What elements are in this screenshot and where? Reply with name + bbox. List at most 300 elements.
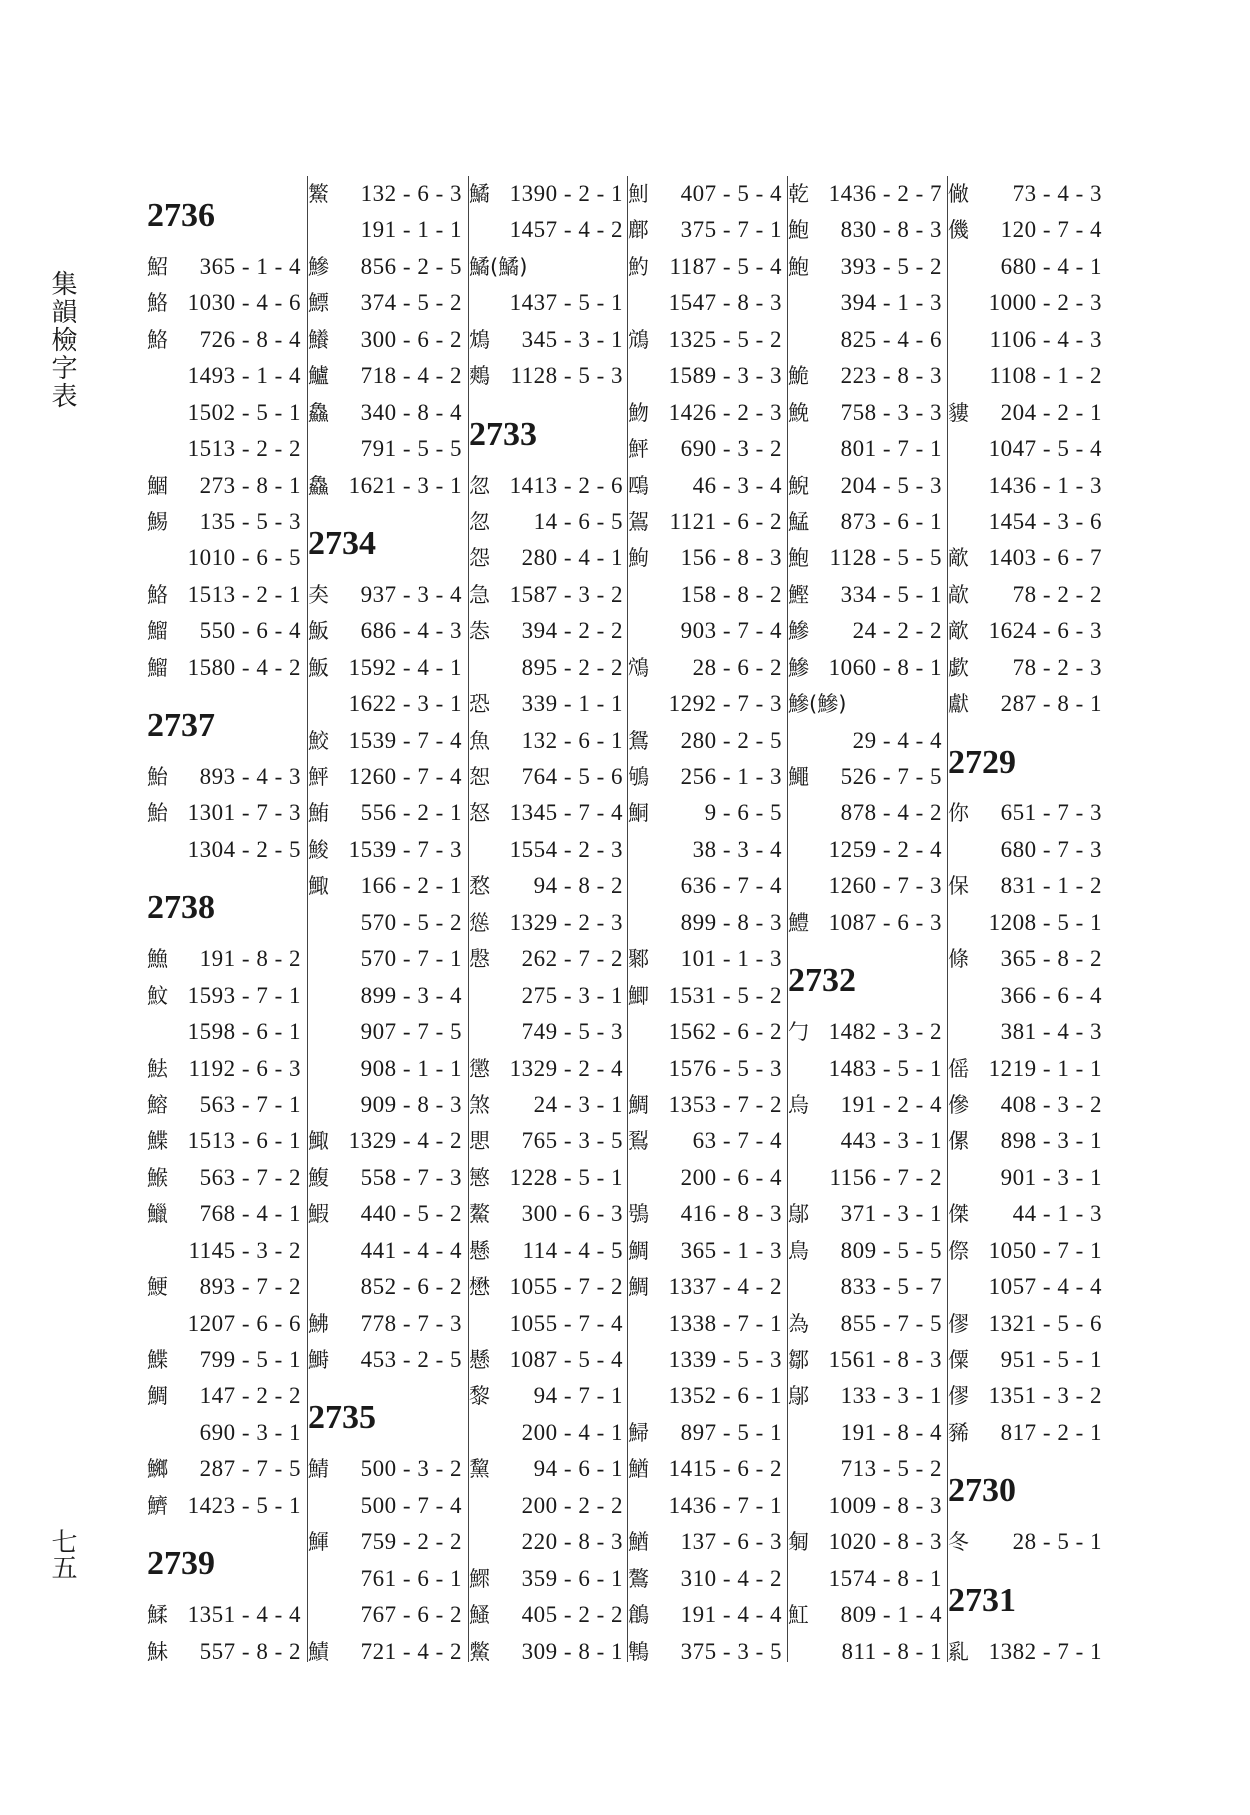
index-entry: [628, 1342, 788, 1378]
entry-character: 㚐: [308, 582, 329, 607]
index-entry: [788, 212, 948, 248]
index-column-4: [628, 176, 788, 1670]
entry-reference: 1437 - 5 - 1: [509, 290, 623, 316]
entry-reference: 375 - 3 - 5: [680, 1638, 782, 1664]
index-entry: [628, 613, 788, 649]
index-entry: [788, 431, 948, 467]
entry-reference: 365 - 1 - 3: [680, 1237, 782, 1263]
index-entry: [308, 723, 468, 759]
entry-reference: 907 - 7 - 5: [360, 1019, 462, 1045]
index-entry: [147, 322, 307, 358]
entry-character: [308, 1488, 342, 1524]
index-entry: [788, 905, 948, 941]
entry-reference: 1259 - 2 - 4: [828, 836, 942, 862]
entry-reference: 1339 - 5 - 3: [668, 1347, 782, 1372]
index-entry: [147, 650, 307, 686]
entry-reference: 873 - 6 - 1: [840, 508, 942, 534]
index-entry: [948, 1123, 1108, 1159]
entry-character: 恐: [469, 692, 490, 717]
index-entry: [948, 249, 1108, 285]
entry-character: 鯛: [628, 1092, 649, 1117]
index-entry: [147, 540, 307, 576]
entry-character: 僳: [948, 1348, 969, 1373]
index-entry: [469, 1087, 629, 1123]
entry-character: 煞: [469, 1092, 490, 1117]
side-title: 集韻檢字表: [47, 270, 77, 410]
entry-character: 忽: [469, 509, 490, 534]
entry-reference: 1128 - 5 - 3: [510, 363, 623, 389]
entry-character: 怨: [469, 546, 490, 571]
index-entry: [788, 358, 948, 394]
entry-reference: 120 - 7 - 4: [1000, 217, 1102, 243]
entry-reference: 132 - 6 - 1: [521, 727, 623, 753]
entry-character: 鰠: [469, 1603, 490, 1628]
entry-character: 鶽: [628, 1639, 649, 1664]
entry-character: 鯛: [628, 1275, 649, 1300]
entry-character: [948, 1269, 982, 1305]
entry-reference: 895 - 2 - 2: [521, 654, 623, 680]
entry-reference: 73 - 4 - 3: [1012, 181, 1102, 206]
entry-reference: 78 - 2 - 3: [1012, 654, 1102, 680]
entry-reference: 749 - 5 - 3: [521, 1019, 623, 1045]
index-entry: [628, 650, 788, 686]
index-entry: [788, 395, 948, 431]
entry-character: 鯣: [147, 509, 168, 534]
entry-character: 鰲: [469, 1202, 490, 1227]
index-entry: [948, 1634, 1108, 1670]
entry-reference: 1454 - 3 - 6: [988, 508, 1102, 534]
section-number: 2735: [308, 1399, 376, 1437]
entry-character: 鮄: [308, 1311, 329, 1336]
index-entry: [628, 868, 788, 904]
index-entry: [469, 358, 629, 394]
section-number: 2729: [948, 743, 1016, 781]
entry-reference: 1483 - 5 - 1: [828, 1055, 942, 1081]
entry-character: [308, 905, 342, 941]
entry-character: 黧: [469, 1457, 490, 1482]
index-entry: [308, 1196, 468, 1232]
entry-reference: 1000 - 2 - 3: [988, 290, 1102, 316]
section-number: 2733: [469, 415, 537, 453]
index-entry: [788, 1123, 948, 1159]
entry-reference: 137 - 6 - 3: [680, 1529, 782, 1555]
index-entry: [308, 1123, 468, 1159]
entry-reference: 94 - 7 - 1: [533, 1383, 623, 1409]
entry-character: 鴧: [628, 327, 649, 352]
entry-reference: 443 - 3 - 1: [840, 1128, 942, 1154]
index-entry: [948, 941, 1108, 977]
section-number: 2736: [147, 197, 215, 234]
entry-reference: 897 - 5 - 1: [680, 1419, 782, 1445]
entry-character: 慫: [469, 910, 490, 935]
entry-character: [469, 1524, 503, 1560]
entry-reference: 1106 - 4 - 3: [989, 326, 1102, 352]
index-entry: [628, 1634, 788, 1670]
index-entry: [147, 358, 307, 394]
entry-character: 鰈: [147, 1348, 168, 1373]
entry-reference: 1403 - 6 - 7: [988, 545, 1102, 571]
entry-reference: 453 - 2 - 5: [360, 1347, 462, 1373]
entry-character: 慇: [469, 947, 490, 972]
index-entry: [788, 468, 948, 504]
entry-reference: 765 - 3 - 5: [521, 1128, 623, 1154]
entry-reference: 758 - 3 - 3: [840, 399, 942, 425]
index-entry: [308, 285, 468, 321]
entry-character: 鱻: [308, 473, 329, 498]
entry-reference: 200 - 6 - 4: [680, 1164, 782, 1190]
entry-character: 愗: [469, 874, 490, 899]
index-entry: [788, 1524, 948, 1560]
index-entry: [147, 1014, 307, 1050]
index-column-3: [469, 176, 629, 1670]
entry-reference: 833 - 5 - 7: [840, 1274, 942, 1300]
entry-character: [469, 1014, 503, 1050]
entry-reference: 761 - 6 - 1: [360, 1565, 462, 1591]
entry-character: 鯫: [308, 1129, 329, 1154]
entry-reference: 1513 - 6 - 1: [187, 1128, 301, 1154]
entry-character: 鴝: [628, 765, 649, 789]
entry-reference: 9 - 6 - 5: [704, 800, 782, 826]
index-entry: [469, 1306, 629, 1342]
index-entry: [628, 577, 788, 613]
entry-reference: 831 - 1 - 2: [1000, 873, 1102, 899]
index-entry: [788, 1051, 948, 1087]
entry-character: [308, 1561, 342, 1597]
entry-character: 鰣: [308, 1348, 329, 1373]
entry-reference: 500 - 7 - 4: [360, 1492, 462, 1518]
entry-character: 䲆: [147, 947, 168, 972]
entry-reference: 1482 - 3 - 2: [828, 1019, 942, 1045]
index-entry: [628, 1196, 788, 1232]
entry-character: 鰵: [308, 182, 329, 206]
entry-character: [628, 285, 662, 321]
index-entry: [788, 1160, 948, 1196]
entry-character: [788, 431, 822, 467]
entry-reference: 563 - 7 - 1: [199, 1091, 301, 1117]
entry-reference: 1192 - 6 - 3: [188, 1055, 301, 1081]
entry-character: [308, 941, 342, 977]
section-number: 2734: [308, 524, 376, 562]
entry-character: 慜: [469, 1165, 490, 1190]
entry-reference: 365 - 8 - 2: [1000, 946, 1102, 972]
entry-character: 鴞: [628, 1202, 649, 1227]
entry-reference: 1351 - 3 - 2: [988, 1383, 1102, 1409]
entry-character: 魬: [308, 619, 329, 644]
entry-character: [147, 431, 181, 467]
index-entry: [469, 759, 629, 795]
entry-reference: 94 - 6 - 1: [533, 1456, 623, 1482]
entry-character: 魩: [628, 400, 649, 425]
entry-reference: 1426 - 2 - 3: [668, 399, 782, 425]
index-entry: [948, 1196, 1108, 1232]
entry-character: 勹: [788, 1020, 809, 1045]
entry-reference: 287 - 7 - 5: [199, 1456, 301, 1482]
index-entry: [469, 1524, 629, 1560]
index-entry: [628, 759, 788, 795]
entry-character: [628, 1342, 662, 1378]
entry-character: 鰺: [308, 254, 329, 279]
index-entry: [628, 1488, 788, 1524]
index-entry: [788, 795, 948, 831]
entry-character: 歊: [948, 582, 969, 607]
entry-reference: 852 - 6 - 2: [360, 1274, 462, 1300]
entry-reference: 809 - 5 - 5: [840, 1237, 942, 1263]
entry-character: 魬: [308, 655, 329, 680]
entry-character: [948, 832, 982, 868]
entry-reference: 340 - 8 - 4: [360, 399, 462, 425]
page-number: 七五: [47, 1528, 77, 1580]
entry-reference: 1576 - 5 - 3: [668, 1055, 782, 1081]
index-entry: [628, 1415, 788, 1451]
entry-reference: 156 - 8 - 3: [680, 545, 782, 571]
entry-character: [308, 1269, 342, 1305]
entry-reference: 1592 - 4 - 1: [348, 654, 462, 680]
entry-reference: 1352 - 6 - 1: [668, 1383, 782, 1409]
index-entry: [628, 1051, 788, 1087]
index-entry: [308, 868, 468, 904]
entry-character: 鯽: [628, 983, 649, 1008]
entry-reference: 1436 - 1 - 3: [988, 472, 1102, 498]
index-entry: [788, 1269, 948, 1305]
index-entry: [628, 795, 788, 831]
index-entry: [308, 1160, 468, 1196]
index-entry: [628, 358, 788, 394]
index-entry: [308, 978, 468, 1014]
index-entry: [147, 395, 307, 431]
entry-character: [308, 1233, 342, 1269]
entry-reference: 636 - 7 - 4: [680, 873, 782, 899]
entry-character: [948, 504, 982, 540]
index-entry: [469, 1634, 629, 1670]
index-entry: [788, 1087, 948, 1123]
entry-reference: 101 - 1 - 3: [680, 946, 782, 972]
entry-reference: 1413 - 2 - 6: [509, 472, 623, 498]
entry-character: [147, 358, 181, 394]
index-entry: [948, 1342, 1108, 1378]
entry-character: [948, 285, 982, 321]
entry-reference: 280 - 2 - 5: [680, 727, 782, 753]
entry-character: [469, 832, 503, 868]
index-entry: [628, 941, 788, 977]
entry-character: 鰹: [788, 582, 809, 607]
index-entry: [788, 1634, 948, 1670]
entry-character: 懸: [469, 1238, 490, 1263]
index-entry: [788, 759, 948, 795]
entry-reference: 1208 - 5 - 1: [988, 909, 1102, 935]
entry-character: 鯭: [788, 509, 809, 534]
index-column-1: [147, 176, 307, 1670]
entry-character: 鄒: [788, 1348, 809, 1373]
index-entry: [308, 759, 468, 795]
entry-reference: 718 - 4 - 2: [360, 363, 462, 389]
index-entry: [788, 504, 948, 540]
entry-reference: 759 - 2 - 2: [360, 1529, 462, 1555]
entry-reference: 1030 - 4 - 6: [187, 290, 301, 316]
entry-character: 鰺: [788, 619, 809, 644]
entry-reference: 855 - 7 - 5: [840, 1310, 942, 1336]
entry-reference: 1020 - 8 - 3: [828, 1529, 942, 1555]
entry-character: 僘: [948, 182, 969, 206]
entry-reference: [527, 249, 629, 285]
entry-character: [788, 1269, 822, 1305]
entry-character: 鮦: [628, 801, 649, 826]
entry-character: 鮑: [788, 254, 809, 279]
entry-reference: 1187 - 5 - 4: [669, 253, 782, 279]
index-entry: [147, 1087, 307, 1123]
entry-character: [628, 905, 662, 941]
index-entry: [147, 1378, 307, 1414]
index-entry: [469, 504, 629, 540]
entry-character: [469, 212, 503, 248]
entry-character: 鰿: [308, 1639, 329, 1664]
entry-reference: 393 - 5 - 2: [840, 253, 942, 279]
entry-reference: 721 - 4 - 2: [360, 1638, 462, 1664]
index-entry: [469, 723, 629, 759]
entry-reference: 407 - 5 - 4: [680, 181, 782, 206]
entry-character: [308, 978, 342, 1014]
entry-character: 僟: [948, 218, 969, 243]
entry-character: 鰺: [788, 655, 809, 680]
entry-reference: 1010 - 6 - 5: [187, 545, 301, 571]
entry-character: [948, 905, 982, 941]
entry-character: 鮃: [628, 437, 649, 462]
entry-character: 為: [788, 1311, 809, 1336]
entry-reference: 1390 - 2 - 1: [509, 181, 623, 206]
entry-character: 你: [948, 801, 969, 826]
index-entry: [147, 1233, 307, 1269]
entry-character: [147, 832, 181, 868]
entry-reference: 1531 - 5 - 2: [668, 982, 782, 1008]
entry-character: 匔: [788, 1530, 809, 1555]
entry-reference: 1574 - 8 - 1: [828, 1565, 942, 1591]
entry-reference: 1337 - 4 - 2: [668, 1274, 782, 1300]
entry-character: [469, 1306, 503, 1342]
entry-reference: 1060 - 8 - 1: [828, 654, 942, 680]
entry-reference: 1423 - 5 - 1: [187, 1492, 301, 1518]
entry-character: 傪: [948, 1092, 969, 1117]
entry-reference: 1436 - 2 - 7: [828, 181, 942, 206]
entry-reference: 1055 - 7 - 2: [509, 1274, 623, 1300]
index-entry: [788, 1342, 948, 1378]
index-entry: [469, 905, 629, 941]
entry-character: [147, 1306, 181, 1342]
index-entry: [308, 832, 468, 868]
entry-reference: 898 - 3 - 1: [1000, 1128, 1102, 1154]
entry-reference: 764 - 5 - 6: [521, 764, 623, 790]
entry-reference: 809 - 1 - 4: [840, 1602, 942, 1628]
index-column-5: [788, 176, 948, 1670]
entry-character: 鯛: [147, 1384, 168, 1409]
entry-reference: 1050 - 7 - 1: [988, 1237, 1102, 1263]
entry-reference: 893 - 4 - 3: [199, 764, 301, 790]
entry-reference: 1562 - 6 - 2: [668, 1019, 782, 1045]
entry-character: 鄜: [628, 218, 649, 243]
entry-character: 鰾: [308, 291, 329, 316]
index-entry: [948, 1160, 1108, 1196]
index-entry: [469, 1014, 629, 1050]
entry-reference: 300 - 6 - 2: [360, 326, 462, 352]
entry-character: [628, 1378, 662, 1414]
entry-reference: 300 - 6 - 3: [521, 1201, 623, 1227]
entry-character: 鱊(鱊): [469, 254, 528, 279]
index-entry: [308, 905, 468, 941]
index-entry: [788, 322, 948, 358]
index-entry: [147, 431, 307, 467]
index-entry: [469, 1160, 629, 1196]
index-entry: [948, 1524, 1108, 1560]
entry-character: 鴐: [628, 509, 649, 534]
entry-character: 鮻: [308, 837, 329, 862]
index-entry: [948, 577, 1108, 613]
entry-reference: 310 - 4 - 2: [680, 1565, 782, 1591]
entry-reference: 899 - 8 - 3: [680, 909, 782, 935]
entry-character: 懋: [469, 1275, 490, 1300]
entry-reference: 280 - 4 - 1: [521, 545, 623, 571]
entry-character: 鷔: [628, 1566, 649, 1591]
index-entry: [147, 832, 307, 868]
entry-reference: 44 - 1 - 3: [1012, 1201, 1102, 1227]
index-entry: [147, 504, 307, 540]
entry-character: 乿: [948, 1639, 969, 1664]
entry-reference: 1087 - 5 - 4: [509, 1347, 623, 1373]
index-entry: [469, 1196, 629, 1232]
entry-character: [628, 1051, 662, 1087]
entry-reference: 526 - 7 - 5: [840, 764, 942, 789]
entry-character: 鄔: [788, 1384, 809, 1409]
index-entry: [948, 686, 1108, 722]
entry-character: 傜: [948, 1056, 969, 1081]
entry-reference: 375 - 7 - 1: [680, 217, 782, 243]
index-entry: [628, 686, 788, 722]
index-entry: [948, 468, 1108, 504]
entry-reference: 570 - 5 - 2: [360, 909, 462, 935]
index-entry: [147, 1269, 307, 1305]
entry-reference: 557 - 8 - 2: [199, 1638, 301, 1664]
index-entry: [628, 1378, 788, 1414]
entry-character: 鮑: [788, 218, 809, 243]
entry-character: 急: [469, 582, 490, 607]
entry-reference: 856 - 2 - 5: [360, 253, 462, 279]
entry-reference: 1624 - 6 - 3: [988, 618, 1102, 644]
index-entry: [788, 1488, 948, 1524]
entry-reference: 909 - 8 - 3: [360, 1091, 462, 1117]
index-entry: [788, 1597, 948, 1633]
entry-reference: 28 - 6 - 2: [692, 654, 782, 680]
entry-reference: 1321 - 5 - 6: [988, 1310, 1102, 1336]
index-entry: [628, 540, 788, 576]
section-number: 2737: [147, 707, 215, 745]
index-entry: [788, 1451, 948, 1487]
entry-character: [469, 650, 503, 686]
index-entry: [948, 1233, 1108, 1269]
entry-reference: 132 - 6 - 3: [360, 181, 462, 206]
index-entry: [628, 978, 788, 1014]
index-entry: [308, 358, 468, 394]
entry-character: 鰕: [308, 1202, 329, 1227]
entry-reference: 287 - 8 - 1: [1000, 691, 1102, 717]
entry-reference: 801 - 7 - 1: [840, 436, 942, 462]
index-entry: [948, 1051, 1108, 1087]
entry-reference: 1329 - 4 - 2: [348, 1128, 462, 1154]
index-entry: [628, 1524, 788, 1560]
entry-reference: 191 - 2 - 4: [840, 1091, 942, 1117]
index-entry: [469, 1597, 629, 1633]
entry-character: 鴷: [628, 1129, 649, 1154]
entry-character: 懲: [469, 1056, 490, 1081]
index-entry: [628, 1087, 788, 1123]
entry-character: 鯝: [147, 473, 168, 498]
index-entry: [308, 613, 468, 649]
